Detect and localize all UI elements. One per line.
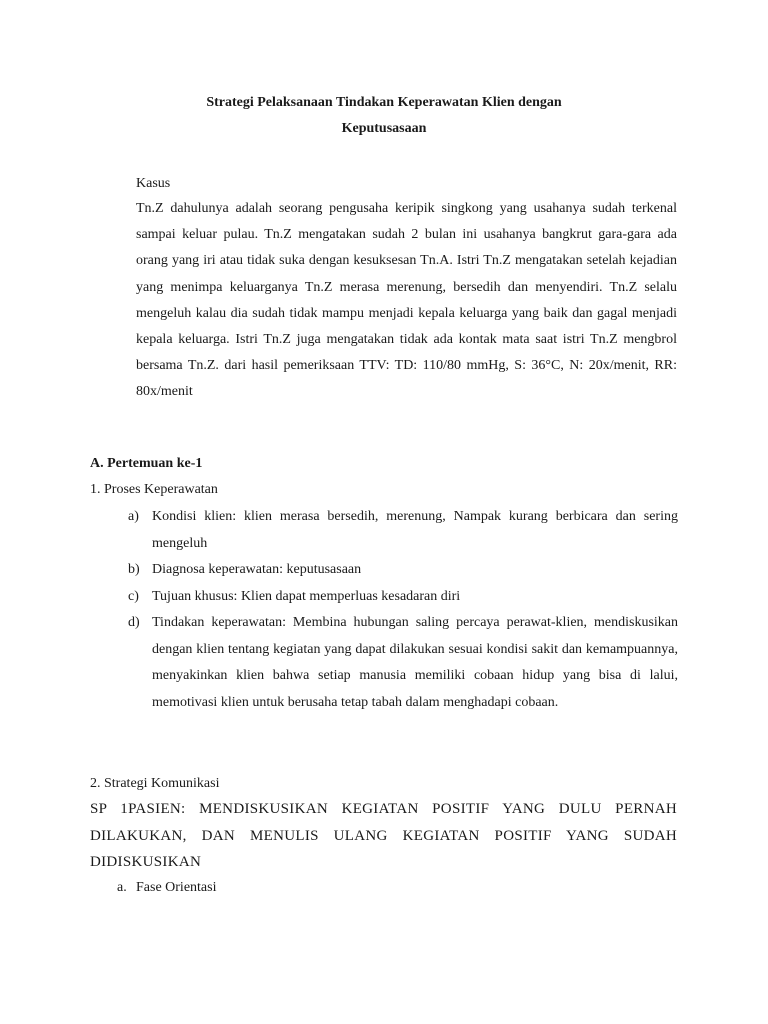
document-title-line-2: Keputusasaan xyxy=(341,121,427,136)
case-paragraph: Tn.Z dahulunya adalah seorang pengusaha keripik singkong yang usahanya sudah terkenal sampai keluar pulau. Tn.Z mengatakan sudah 2 bulan ini usahanya bangkrut gara-gara ada orang yang iri atau tidak suka dengan kesuksesan Tn.A. Istri Tn.Z mengatakan setelah kejadian yang menimpa keluarganya Tn.Z merasa merenung, bersedih dan menyendiri. Tn.Z selalu mengeluh kalau dia sudah tidak mampu menjadi kepala keluarga yang baik dan gagal menjadi kepala keluarga. Istri Tn.Z juga mengatakan tidak ada kontak mata saat istri Tn.Z mengbrol bersama Tn.Z. dari hasil pemeriksaan TTV: TD: 110/80 mmHg, S: 36°C, N: 20x/menit, RR: 80x/menit xyxy=(136,201,677,400)
case-heading: Kasus xyxy=(136,176,171,191)
section-heading-meeting-1: A. Pertemuan ke-1 xyxy=(90,456,203,471)
nursing-process-list xyxy=(128,504,678,716)
phase-item xyxy=(117,875,216,901)
list-marker: a) xyxy=(128,509,139,524)
list-item-text: Tujuan khusus: Klien dapat memperluas kesadaran diri xyxy=(152,588,461,604)
list-item xyxy=(128,557,678,584)
list-item xyxy=(128,610,678,716)
phase-label: Fase Orientasi xyxy=(136,880,217,895)
list-item xyxy=(128,504,678,557)
list-marker: c) xyxy=(128,588,139,604)
list-marker: b) xyxy=(128,562,140,577)
subsection-communication-strategy: 2. Strategi Komunikasi xyxy=(90,776,220,791)
list-item-text: Kondisi klien: klien merasa bersedih, merenung, Nampak kurang berbicara dan sering mengeluh xyxy=(152,509,678,551)
phase-marker: a. xyxy=(117,880,127,895)
list-marker: d) xyxy=(128,615,140,630)
list-item xyxy=(128,584,678,611)
list-item-text: Diagnosa keperawatan: keputusasaan xyxy=(152,562,362,577)
list-item-text: Tindakan keperawatan: Membina hubungan saling percaya perawat-klien, mendiskusikan dengan klien tentang kegiatan yang dapat dilakukan sesuai kondisi sakit dan kemampuannya, menyakinkan klien bahwa setiap manusia memiliki cobaan hidup yang bisa di lalui, memotivasi klien untuk berusaha tetap tabah dalam menghadapi cobaan. xyxy=(152,615,678,710)
subsection-nursing-process: 1. Proses Keperawatan xyxy=(90,482,218,497)
sp-heading: SP 1PASIEN: MENDISKUSIKAN KEGIATAN POSITIF YANG DULU PERNAH DILAKUKAN, DAN MENULIS ULANG KEGIATAN POSITIF YANG SUDAH DIDISKUSIKAN xyxy=(90,801,677,870)
document-title-line-1: Strategi Pelaksanaan Tindakan Keperawatan Klien dengan xyxy=(206,95,562,110)
